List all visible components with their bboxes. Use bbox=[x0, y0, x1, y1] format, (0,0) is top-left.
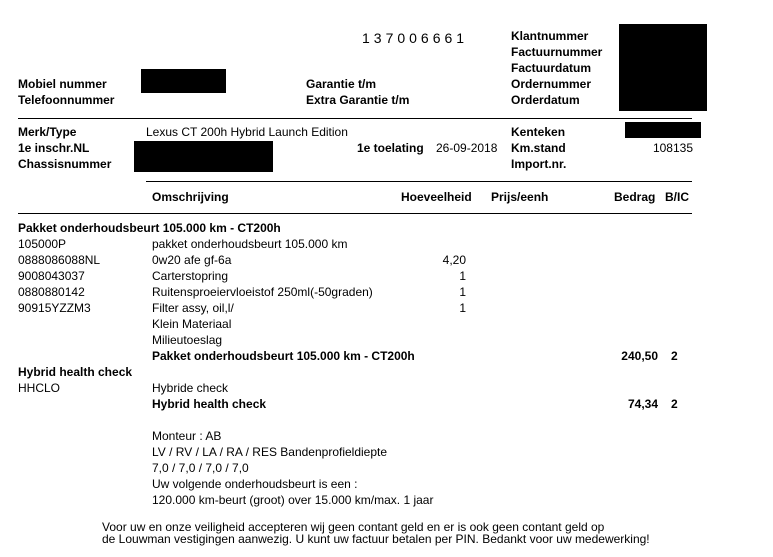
redacted-mobile bbox=[141, 69, 226, 93]
line-desc: Filter assy, oil,l/ bbox=[152, 301, 234, 315]
chassisnummer-label: Chassisnummer bbox=[18, 157, 112, 171]
line-qty: 1 bbox=[459, 269, 466, 283]
extra-garantie-label: Extra Garantie t/m bbox=[306, 93, 410, 107]
kenteken-label: Kenteken bbox=[511, 125, 566, 139]
line-qty: 1 bbox=[459, 301, 466, 315]
footer-line-2: de Louwman vestigingen aanwezig. U kunt uw factuur betalen per PIN. Bedankt voor uw medewerking! bbox=[102, 532, 650, 546]
line-code: 9008043037 bbox=[18, 269, 85, 283]
klantnummer-label: Klantnummer bbox=[511, 29, 589, 43]
note-next-service-label: Uw volgende onderhoudsbeurt is een : bbox=[152, 477, 358, 491]
line-desc: pakket onderhoudsbeurt 105.000 km bbox=[152, 237, 348, 251]
line-code: 0880880142 bbox=[18, 285, 85, 299]
package1-subtotal-label: Pakket onderhoudsbeurt 105.000 km - CT200h bbox=[152, 349, 415, 363]
invoice-number-display: 137006661 bbox=[362, 30, 469, 46]
line-qty: 4,20 bbox=[442, 253, 466, 267]
factuurnummer-label: Factuurnummer bbox=[511, 45, 603, 59]
garantie-label: Garantie t/m bbox=[306, 77, 377, 91]
package2-subtotal-label: Hybrid health check bbox=[152, 397, 267, 411]
line-desc: Carterstopring bbox=[152, 269, 229, 283]
line-desc: Milieutoeslag bbox=[152, 333, 223, 347]
note-next-service-value: 120.000 km-beurt (groot) over 15.000 km/max. 1 jaar bbox=[152, 493, 434, 507]
col-bic: B/IC bbox=[665, 190, 689, 204]
package1-bic: 2 bbox=[671, 349, 678, 363]
divider-columns-top bbox=[146, 181, 692, 182]
package1-subtotal-amount: 240,50 bbox=[621, 349, 658, 363]
ordernummer-label: Ordernummer bbox=[511, 77, 592, 91]
line-code: 90915YZZM3 bbox=[18, 301, 91, 315]
merk-type-value: Lexus CT 200h Hybrid Launch Edition bbox=[146, 125, 348, 139]
note-tyre-values: 7,0 / 7,0 / 7,0 / 7,0 bbox=[152, 461, 249, 475]
col-bedrag: Bedrag bbox=[614, 190, 656, 204]
line-code: 105000P bbox=[18, 237, 67, 251]
redacted-customer-block bbox=[619, 24, 707, 111]
redacted-kenteken bbox=[625, 122, 701, 138]
km-stand-value: 108135 bbox=[652, 141, 693, 155]
factuurdatum-label: Factuurdatum bbox=[511, 61, 592, 75]
km-stand-label: Km.stand bbox=[511, 141, 566, 155]
col-prijs-eenh: Prijs/eenh bbox=[491, 190, 549, 204]
note-monteur: Monteur : AB bbox=[152, 429, 222, 443]
line-desc: 0w20 afe gf-6a bbox=[152, 253, 232, 267]
package1-title: Pakket onderhoudsbeurt 105.000 km - CT200h bbox=[18, 221, 281, 235]
footer-line-1: Voor uw en onze veiligheid accepteren wij geen contant geld en er is ook geen contant geld op bbox=[102, 520, 605, 534]
line-qty: 1 bbox=[459, 285, 466, 299]
telefoonnummer-label: Telefoonnummer bbox=[18, 93, 115, 107]
line-desc: Ruitensproeiervloeistof 250ml(-50graden) bbox=[152, 285, 373, 299]
col-hoeveelheid: Hoeveelheid bbox=[401, 190, 472, 204]
redacted-chassis bbox=[134, 141, 273, 172]
import-nr-label: Import.nr. bbox=[511, 157, 567, 171]
package2-subtotal-amount: 74,34 bbox=[627, 397, 658, 411]
merk-type-label: Merk/Type bbox=[18, 125, 77, 139]
package2-desc: Hybride check bbox=[152, 381, 229, 395]
inschr-label: 1e inschr.NL bbox=[18, 141, 90, 155]
divider-top bbox=[18, 118, 692, 119]
divider-columns-bottom bbox=[18, 213, 692, 214]
mobiel-nummer-label: Mobiel nummer bbox=[18, 77, 107, 91]
line-desc: Klein Materiaal bbox=[152, 317, 232, 331]
col-omschrijving: Omschrijving bbox=[152, 190, 229, 204]
toelating-value: 26-09-2018 bbox=[436, 141, 498, 155]
line-code: 0888086088NL bbox=[18, 253, 101, 267]
package2-title: Hybrid health check bbox=[18, 365, 133, 379]
toelating-label: 1e toelating bbox=[357, 141, 424, 155]
package2-bic: 2 bbox=[671, 397, 678, 411]
package2-code: HHCLO bbox=[18, 381, 61, 395]
note-tyre-header: LV / RV / LA / RA / RES Bandenprofieldiepte bbox=[152, 445, 388, 459]
orderdatum-label: Orderdatum bbox=[511, 93, 580, 107]
